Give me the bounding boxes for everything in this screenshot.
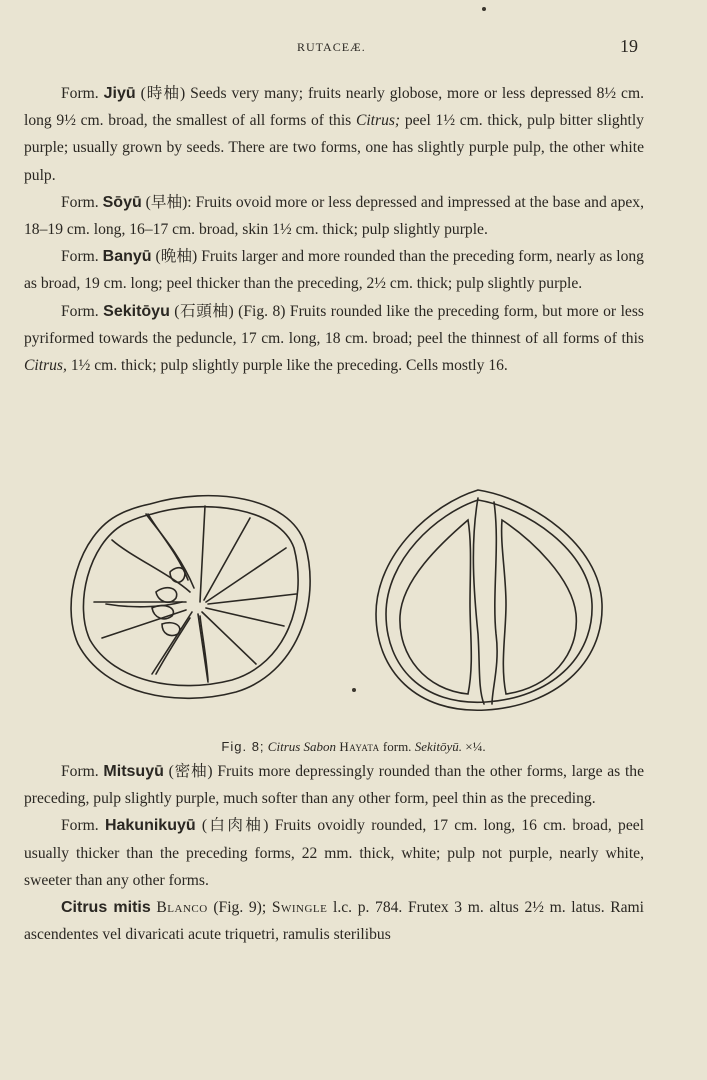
paragraph-hakunikuyu: Form. Hakunikuyū (白肉柚) Fruits ovoidly rounded, 17 cm. long, 16 cm. broad, peel usually thicker than the preceding forms, 22 mm. thick, white; pulp not purple, nearly white, sweeter than any other forms. [24, 817, 644, 889]
transverse-section-drawing [71, 496, 310, 699]
paragraph-sekitoyu: Form. Sekitōyu (石頭柚) (Fig. 8) Fruits rounded like the preceding form, but more or less pyriformed towards the peduncle, 17 cm. long, 18 cm. broad; peel the thinnest of all forms of this Citrus, 1½ cm. thick; pulp slightly purple like the preceding. Cells mostly 16. [24, 302, 644, 375]
paragraph-mitsuyu: Form. Mitsuyū (密柚) Fruits more depressingly rounded than the other forms, large as the preceding, pulp slightly purple, much softer than any other form, peel thin as the preceding. [24, 763, 644, 808]
form-name: Hakunikuyū [104, 817, 196, 835]
form-name: Sekitōyu [103, 302, 170, 320]
figure-label: Fig. 8; [221, 739, 265, 754]
fruit-cross-sections-illustration [60, 484, 620, 719]
paragraph-jiyu: Form. Jiyū (時柚) Seeds very many; fruits nearly globose, more or less depressed 8½ cm. long 9½ cm. broad, the smallest of all forms of this Citrus; peel 1½ cm. thick, pulp bitter slightly purple; usually grown by seeds. There are two forms, one has slightly purple pulp, the other white pulp. [24, 85, 644, 184]
longitudinal-section-drawing [376, 490, 602, 710]
form-name: Mitsuyū [103, 763, 164, 780]
form-name: Banyū [102, 248, 152, 266]
lower-text [24, 758, 644, 948]
figure-author: Hayata [339, 739, 380, 754]
paragraph-citrus-mitis: Citrus mitis Blanco (Fig. 9); Swingle l.c. p. 784. Frutex 3 m. altus 2½ m. latus. Rami ascendentes vel divaricati acute triquetri, ramulis sterilibus [24, 899, 645, 944]
page-header [0, 36, 707, 60]
running-head: RUTACEÆ. [297, 40, 366, 54]
figure-form: form. [382, 739, 412, 754]
figure-species: Citrus Sabon [267, 739, 337, 754]
paragraph-banyu: Form. Banyū (晩柚) Fruits larger and more rounded than the preceding form, nearly as long as broad, 19 cm. long; peel thicker than the preceding, 2½ cm. thick; pulp slightly purple. [24, 248, 644, 293]
speck [482, 7, 486, 11]
speck [352, 688, 356, 692]
page-number: 19 [620, 36, 638, 56]
figure-caption [0, 739, 707, 755]
form-name: Jiyū [103, 85, 136, 102]
upper-text [24, 80, 644, 379]
figure-scale: ×¼. [465, 739, 486, 754]
species-name: Citrus mitis [61, 899, 151, 917]
form-name: Sōyū [102, 193, 142, 211]
paragraph-soyu: Form. Sōyū (早柚): Fruits ovoid more or less depressed and impressed at the base and apex, 18–19 cm. long, 16–17 cm. broad, skin 1½ cm. thick; pulp slightly purple. [24, 193, 644, 239]
figure-8 [60, 484, 620, 719]
figure-form-name: Sekitōyū. [414, 739, 462, 754]
